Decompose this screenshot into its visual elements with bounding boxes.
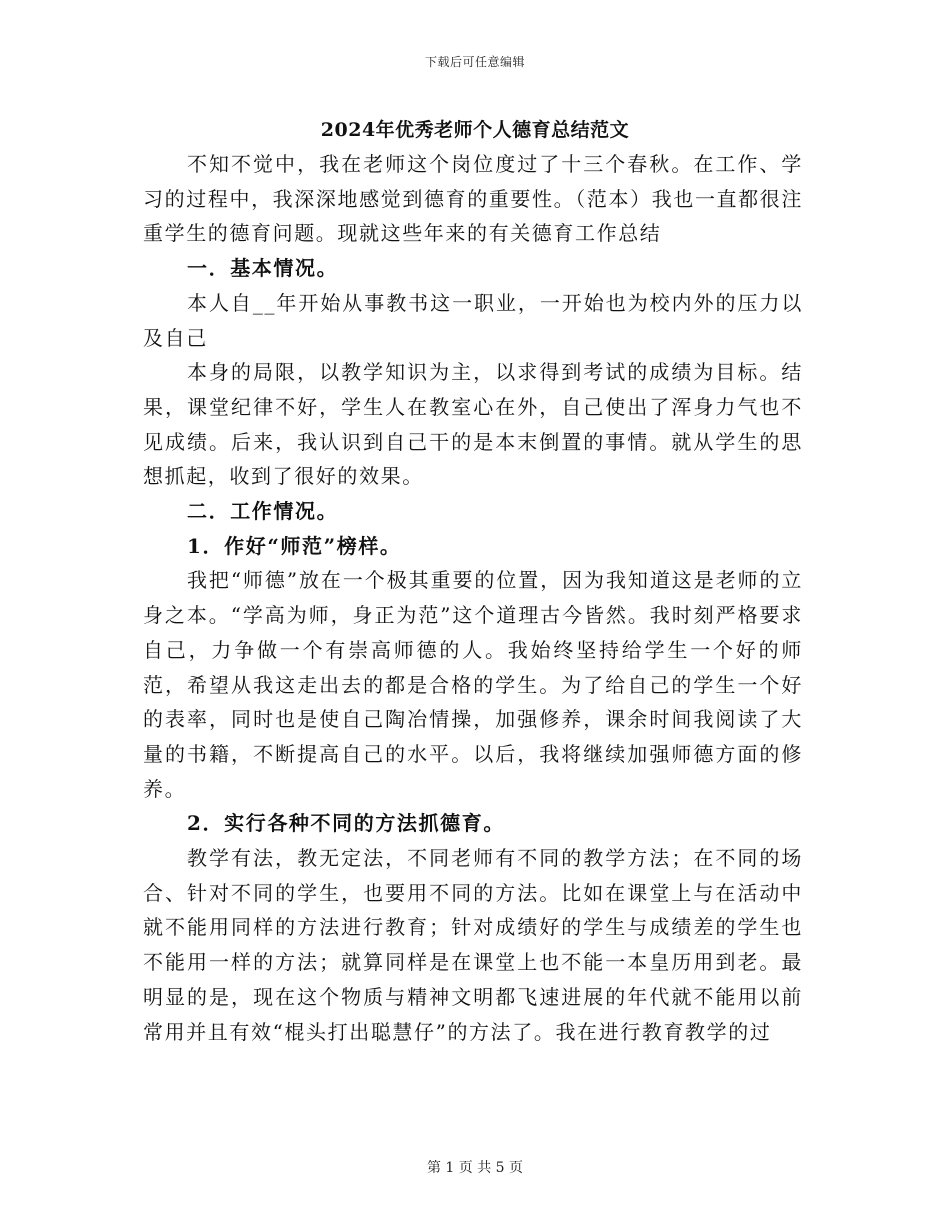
paragraph-background: 本人自__年开始从事教书这一职业，一开始也为校内外的压力以及自己 xyxy=(143,290,803,350)
paragraph-teaching-methods: 教学有法，教无定法，不同老师有不同的教学方法；在不同的场合、针对不同的学生，也要用不同的方法。比如在课堂上与在活动中就不能用同样的方法进行教育；针对成绩好的学生与成绩差的学生也不能用一样的方法；就算同样是在课堂上也不能一本皇历用到老。最明显的是，现在这个物质与精神文明都飞速进展的年代就不能用以前常用并且有效“棍头打出聪慧仔”的方法了。我在进行教育教学的过 xyxy=(143,846,803,1044)
paragraph-limitations: 本身的局限，以教学知识为主，以求得到考试的成绩为目标。结果，课堂纪律不好，学生人在教室心在外，自己使出了浑身力气也不见成绩。后来，我认识到自己干的是本末倒置的事情。就从学生的思想抓起，收到了很好的效果。 xyxy=(143,360,803,489)
heading-methods: 2．实行各种不同的方法抓德育。 xyxy=(187,811,505,836)
document-title: 2024年优秀老师个人德育总结范文 xyxy=(320,119,630,141)
heading-work-situation: 二．工作情况。 xyxy=(187,499,339,524)
header-note: 下载后可任意编辑 xyxy=(424,55,525,69)
heading-role-model: 1．作好“师范”榜样。 xyxy=(187,533,402,558)
document-body xyxy=(143,147,803,1049)
heading-basic-situation: 一．基本情况。 xyxy=(187,256,339,281)
page-number-footer: 第 1 页 共 5 页 xyxy=(426,1160,524,1176)
paragraph-intro: 不知不觉中，我在老师这个岗位度过了十三个春秋。在工作、学习的过程中，我深深地感觉到德育的重要性。（范本）我也一直都很注重学生的德育问题。现就这些年来的有关德育工作总结 xyxy=(143,152,803,246)
paragraph-teacher-ethics: 我把“师德”放在一个极其重要的位置，因为我知道这是老师的立身之本。“学高为师，身正为范”这个道理古今皆然。我时刻严格要求自己，力争做一个有崇高师德的人。我始终坚持给学生一个好的师范，希望从我这走出去的都是合格的学生。为了给自己的学生一个好的表率，同时也是使自己陶冶情操，加强修养，课余时间我阅读了大量的书籍，不断提高自己的水平。以后，我将继续加强师德方面的修养。 xyxy=(143,568,803,801)
